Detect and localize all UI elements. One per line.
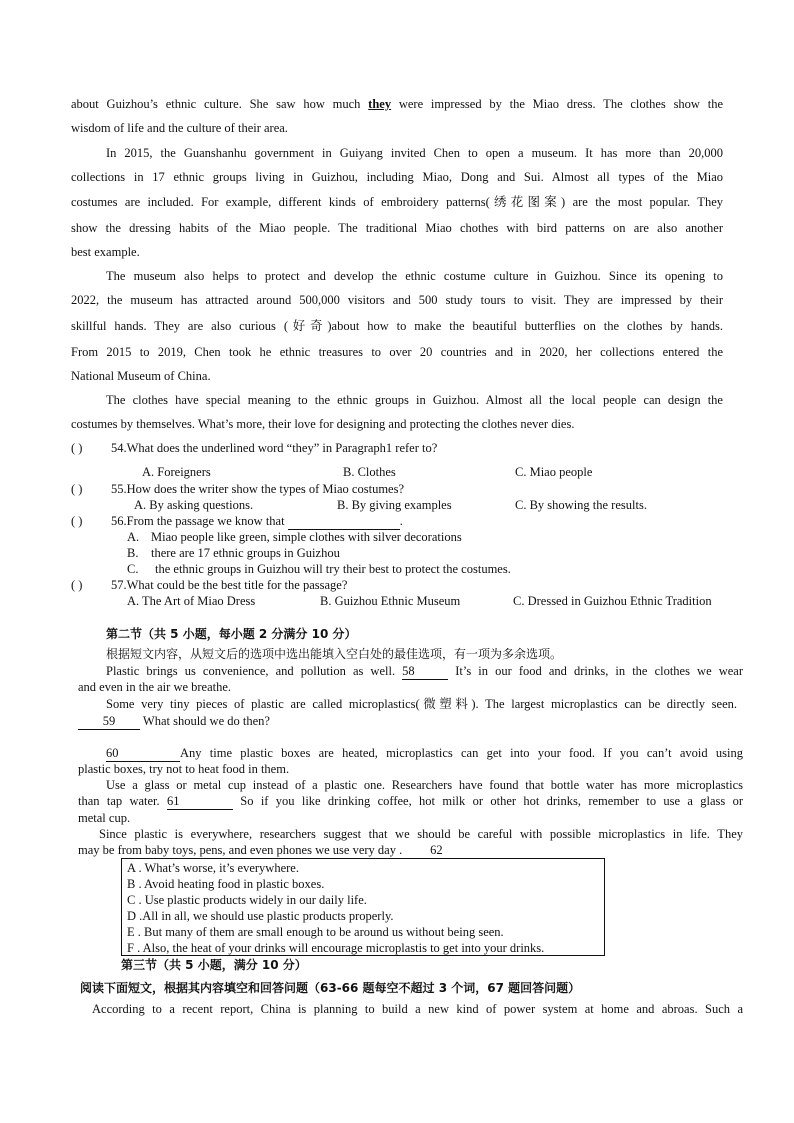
option-b: B . Avoid heating food in plastic boxes. (127, 877, 325, 891)
option-e: E . But many of them are small enough to be around us without being seen. (127, 925, 504, 939)
option-55-b: B. By giving examples (337, 498, 452, 512)
passage-line: In 2015, the Guanshanhu government in Guiyang invited Chen to open a museum. It has more than 20,000 (106, 146, 723, 160)
passage-line: may be from baby toys, pens, and even phones we use very day . 62 (78, 842, 467, 859)
passage-line: Plastic brings us convenience, and pollution as well. 58 It’s in our food and drinks, in the clothes we wear (106, 664, 743, 678)
passage-line: costumes are included. For example, different kinds of embroidery patterns(绣花图案) are the most popular. They (71, 195, 723, 209)
question-57: 57.What could be the best title for the passage? (111, 578, 348, 592)
passage-line: 2022, the museum has attracted around 500,000 visitors and 500 study tours to visit. They are impressed by their (71, 293, 723, 307)
passage-line: collections in 17 ethnic groups living in Guizhou, including Miao, Dong and Sui. Almost all types of the Miao (71, 170, 723, 184)
section-3-heading: 第三节（共 5 小题，满分 10 分） (121, 958, 307, 972)
question-54: 54.What does the underlined word “they” in Paragraph1 refer to? (111, 441, 438, 455)
option-c: C . Use plastic products widely in our daily life. (127, 893, 367, 907)
option-57-b: B. Guizhou Ethnic Museum (320, 594, 461, 608)
passage-line: Since plastic is everywhere, researchers suggest that we should be careful with possible microplastics in life. They (99, 827, 743, 841)
answer-paren-55[interactable]: ( ) (71, 482, 83, 496)
passage-line: Use a glass or metal cup instead of a plastic one. Researchers have found that bottle water has more microplastics (106, 778, 743, 792)
passage-line: According to a recent report, China is planning to build a new kind of power system at home and abroas. Such a (92, 1002, 743, 1016)
option-56-a: Miao people like green, simple clothes with silver decorations (151, 530, 462, 544)
underlined-word-they: they (368, 97, 392, 111)
passage-line: costumes by themselves. What’s more, their love for designing and protecting the clothes never dies. (71, 417, 575, 431)
option-56-b: there are 17 ethnic groups in Guizhou (151, 546, 340, 560)
blank-60[interactable]: 60 (106, 745, 180, 762)
passage-line: plastic boxes, try not to heat food in them. (78, 762, 290, 776)
option-57-c: C. Dressed in Guizhou Ethnic Tradition (513, 594, 712, 608)
blank-59[interactable]: 59 (78, 713, 140, 730)
option-56-b-label: B. (127, 546, 139, 560)
passage-line: about Guizhou’s ethnic culture. She saw how much they were impressed by the Miao dress. The clothes show the (71, 97, 723, 111)
answer-paren-56[interactable]: ( ) (71, 514, 83, 528)
option-56-c: the ethnic groups in Guizhou will try their best to protect the costumes. (155, 562, 511, 576)
blank-58[interactable]: 58 (402, 663, 448, 680)
passage-line: National Museum of China. (71, 369, 211, 383)
option-54-a: A. Foreigners (142, 465, 211, 479)
option-57-a: A. The Art of Miao Dress (127, 594, 256, 608)
section-3-instruction: 阅读下面短文，根据其内容填空和回答问题（63-66 题每空不超过 3 个词，67 题回答问题） (80, 981, 581, 995)
passage-line: The museum also helps to protect and develop the ethnic costume culture in Guizhou. Since its opening to (106, 269, 723, 283)
passage-line: Some very tiny pieces of plastic are called microplastics(微塑料). The largest microplastics can be directly seen. (106, 697, 737, 711)
passage-line: and even in the air we breathe. (78, 680, 232, 694)
passage-line: skillful hands. They are also curious (好奇)about how to make the beautiful butterflies on the clothes by hands. (71, 319, 723, 333)
option-56-c-label: C. (127, 562, 139, 576)
blank-56[interactable] (288, 513, 400, 530)
option-55-a: A. By asking questions. (134, 498, 254, 512)
passage-line: best example. (71, 245, 140, 259)
option-f: F . Also, the heat of your drinks will encourage microplastis to get into your drinks. (127, 941, 545, 955)
passage-line: metal cup. (78, 811, 131, 825)
passage-line: 60 Any time plastic boxes are heated, microplastics can get into your food. If you can’t avoid using (106, 746, 743, 760)
option-54-b: B. Clothes (343, 465, 396, 479)
section-2-heading: 第二节（共 5 小题，每小题 2 分满分 10 分） (106, 627, 357, 641)
answer-paren-54[interactable]: ( ) (71, 441, 83, 455)
passage-line: wisdom of life and the culture of their area. (71, 121, 288, 135)
options-box (121, 858, 605, 956)
option-56-a-label: A. (127, 530, 140, 544)
answer-paren-57[interactable]: ( ) (71, 578, 83, 592)
passage-line: From 2015 to 2019, Chen took he ethnic treasures to over 20 countries and in 2020, her collections entered the (71, 345, 723, 359)
option-54-c: C. Miao people (515, 465, 593, 479)
passage-line: The clothes have special meaning to the ethnic groups in Guizhou. Almost all the local people can design the (106, 393, 723, 407)
question-56: 56.From the passage we know that . (111, 514, 403, 528)
passage-line: than tap water. 61 So if you like drinking coffee, hot milk or other hot drinks, remember to use a glass or (78, 794, 743, 808)
option-55-c: C. By showing the results. (515, 498, 647, 512)
section-2-instruction: 根据短文内容，从短文后的选项中选出能填入空白处的最佳选项，有一项为多余选项。 (106, 647, 563, 661)
option-d: D .All in all, we should use plastic products properly. (127, 909, 394, 923)
blank-61[interactable]: 61 (167, 793, 233, 810)
option-a: A . What’s worse, it’s everywhere. (127, 861, 299, 875)
passage-line: show the dressing habits of the Miao people. The traditional Miao chothes with bird patterns on are also another (71, 221, 723, 235)
passage-line: 59 What should we do then? (78, 713, 270, 730)
blank-62[interactable]: 62 (405, 842, 467, 859)
question-55: 55.How does the writer show the types of Miao costumes? (111, 482, 404, 496)
